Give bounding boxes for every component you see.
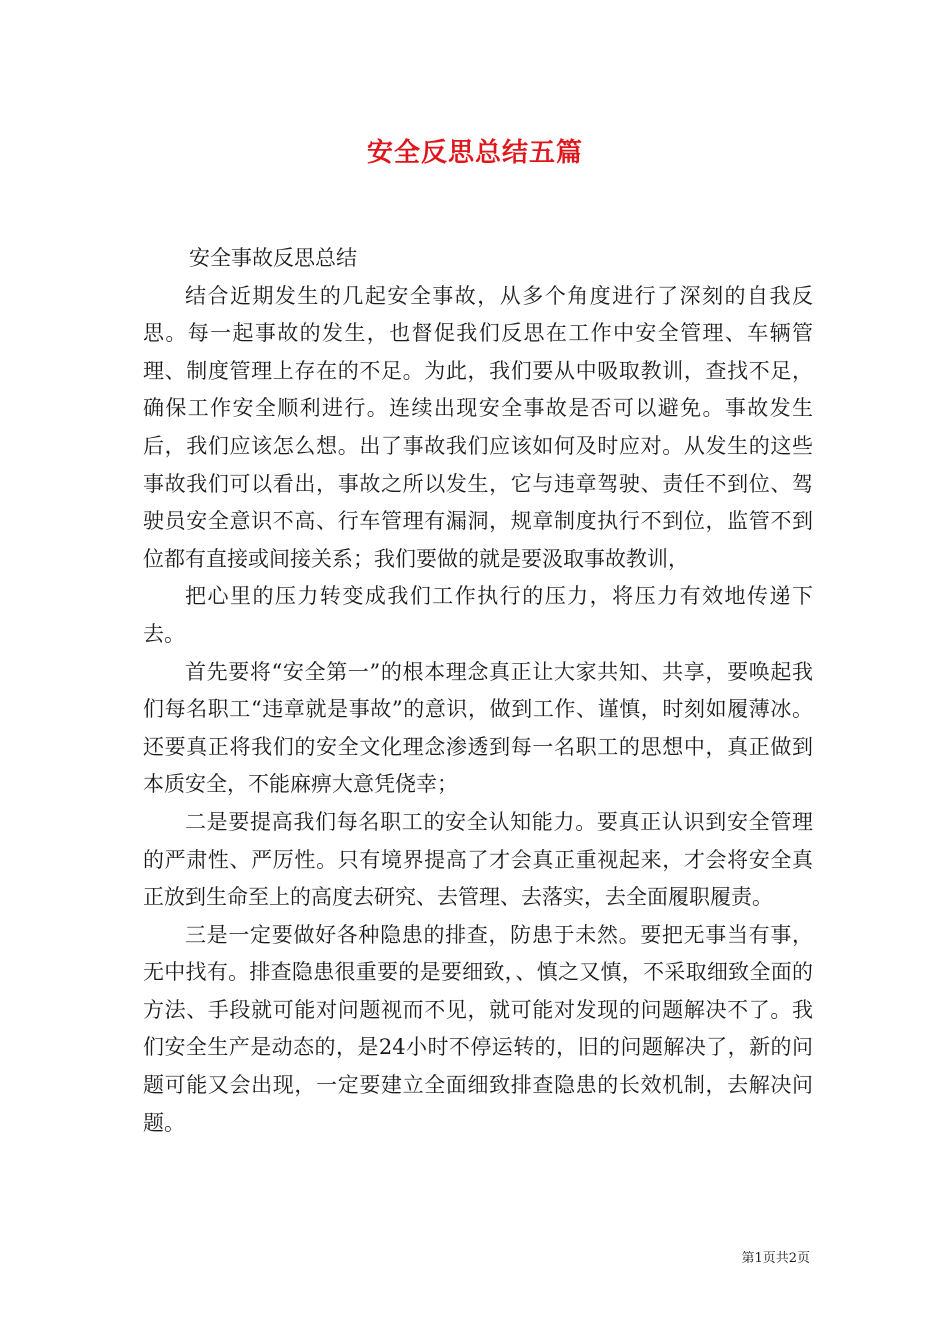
paragraph: 结合近期发生的几起安全事故，从多个角度进行了深刻的自我反思。每一起事故的发生，也督促我们反思在工作中安全管理、车辆管理、制度管理上存在的不足。为此，我们要从中吸取教训，查找不足，确保工作安全顺利进行。连续出现安全事故是否可以避免。事故发生后，我们应该怎么想。出了事故我们应该如何及时应对。从发生的这些事故我们可以看出，事故之所以发生，它与违章驾驶、责任不到位、驾驶员安全意识不高、行车管理有漏洞，规章制度执行不到位，监管不到位都有直接或间接关系；我们要做的就是要汲取事故教训， bbox=[143, 283, 813, 571]
paragraph: 把心里的压力转变成我们工作执行的压力，将压力有效地传递下去。 bbox=[143, 584, 813, 646]
paragraph: 三是一定要做好各种隐患的排查，防患于未然。要把无事当有事，无中找有。排查隐患很重要的是要细致，、慎之又慎，不采取细致全面的方法、手段就可能对问题视而不见，就可能对发现的问题解决不了。我们安全生产是动态的，是24小时不停运转的，旧的问题解决了，新的问题可能又会出现，一定要建立全面细致排查隐患的长效机制，去解决问题。 bbox=[143, 922, 813, 1135]
page-number: 第1页共2页 bbox=[741, 1251, 810, 1266]
document-body bbox=[143, 240, 813, 1142]
document-title: 安全反思总结五篇 bbox=[366, 138, 583, 168]
paragraph: 首先要将“安全第一”的根本理念真正让大家共知、共享，要唤起我们每名职工“违章就是事故”的意识，做到工作、谨慎，时刻如履薄冰。还要真正将我们的安全文化理念渗透到每一名职工的思想中，真正做到本质安全，不能麻痹大意凭侥幸； bbox=[143, 659, 813, 797]
paragraph: 二是要提高我们每名职工的安全认知能力。要真正认识到安全管理的严肃性、严厉性。只有境界提高了才会真正重视起来，才会将安全真正放到生命至上的高度去研究、去管理、去落实，去全面履职履责。 bbox=[143, 809, 813, 910]
section-heading: 安全事故反思总结 bbox=[189, 246, 357, 270]
